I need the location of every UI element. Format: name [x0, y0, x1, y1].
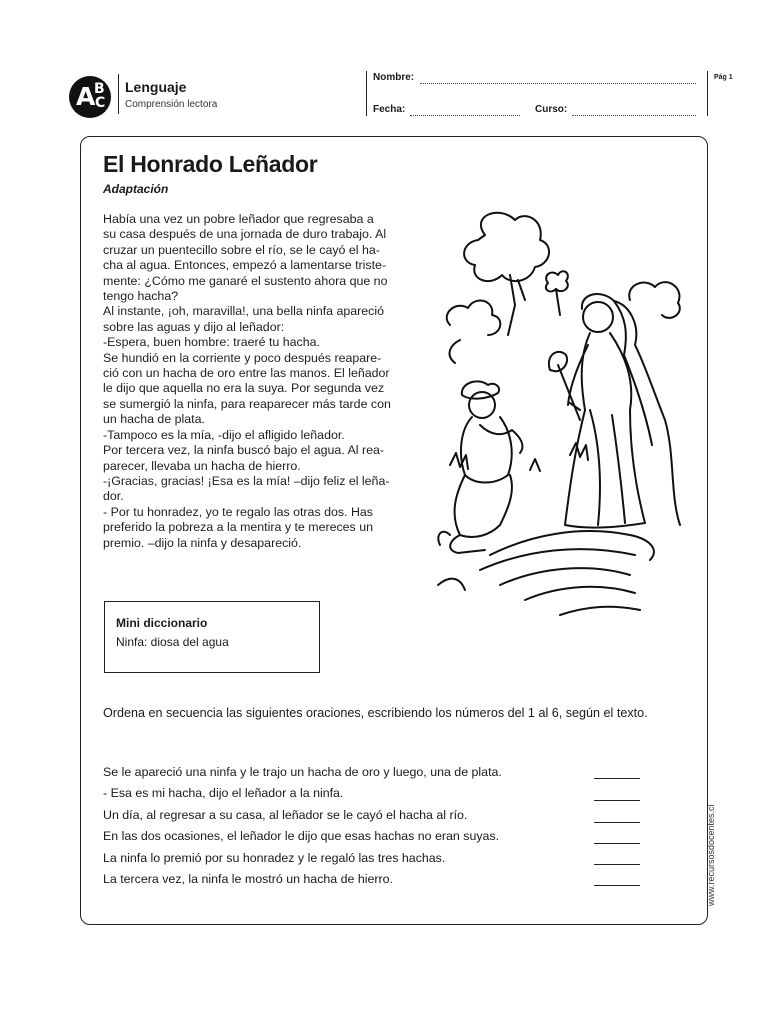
exercise-item: En las dos ocasiones, el leñador le dijo que esas hachas no eran suyas. [103, 829, 500, 843]
story-subtitle: Adaptación [103, 182, 169, 196]
story-line: tengo hacha? [103, 289, 179, 304]
story-line: - Por tu honradez, yo te regalo las otras dos. Has [103, 504, 373, 519]
page-number: Pág 1 [714, 74, 733, 81]
tree-canopy [464, 213, 549, 281]
woodcutter-legs [455, 475, 512, 537]
header-page-divider [707, 71, 708, 116]
curso-field[interactable] [572, 115, 696, 116]
story-line: mente: ¿Cómo me ganaré el sustento ahora que no [103, 273, 388, 288]
story-line: sobre las aguas y dijo al leñador: [103, 319, 285, 334]
bush [629, 282, 680, 318]
story-line: parecer, llevaba un hacha de hierro. [103, 458, 301, 473]
woodcutter-nymph-illustration [430, 205, 685, 625]
logo-letter-a: A [76, 82, 96, 111]
story-line: se sumergió la ninfa, para reaparecer más tarde con [103, 396, 391, 411]
answer-blank[interactable] [594, 800, 640, 801]
woodcutter-body [461, 417, 512, 483]
website-credit: www.recursosdocentes.cl [706, 804, 716, 906]
story-line: dor. [103, 489, 124, 504]
logo-letter-c: C [95, 95, 106, 111]
exercise-item: - Esa es mi hacha, dijo el leñador a la ninfa. [103, 786, 344, 800]
story-line: un hacha de plata. [103, 412, 205, 427]
story-line: cha al agua. Entonces, empezó a lamentarse triste- [103, 258, 387, 273]
subject-subtitle: Comprensión lectora [125, 99, 218, 110]
story-line: preferido la pobreza a la mentira y te mereces un [103, 520, 373, 535]
fecha-label: Fecha: [373, 104, 406, 115]
fecha-field[interactable] [410, 115, 520, 116]
story-text [103, 212, 423, 551]
story-line: -Tampoco es la mía, -dijo el afligido leñador. [103, 427, 345, 442]
story-line: Se hundió en la corriente y poco después reapare- [103, 350, 382, 365]
mini-dictionary-definition: Ninfa: diosa del agua [116, 635, 229, 649]
story-line: Había una vez un pobre leñador que regresaba a [103, 212, 374, 226]
exercise-item: Se le apareció una ninfa y le trajo un hacha de oro y luego, una de plata. [103, 765, 502, 779]
river [480, 531, 654, 615]
golden-axe [549, 352, 580, 420]
header-field-divider [366, 71, 367, 116]
answer-blank[interactable] [594, 822, 640, 823]
exercise-item: La tercera vez, la ninfa le mostró un hacha de hierro. [103, 872, 393, 886]
nymph-head [583, 302, 613, 332]
exercise-item: La ninfa lo premió por su honradez y le regaló las tres hachas. [103, 851, 446, 865]
story-title: El Honrado Leñador [103, 151, 318, 177]
story-line: ció con un hacha de oro entre las manos. El leñador [103, 366, 390, 381]
foliage [447, 301, 501, 363]
logo-letter-b: B [94, 81, 105, 97]
mini-dictionary-title: Mini diccionario [116, 616, 208, 630]
nymph-arm [568, 345, 588, 410]
header-divider [118, 74, 119, 114]
answer-blank[interactable] [594, 864, 640, 865]
answer-blank[interactable] [594, 778, 640, 779]
answer-blank[interactable] [594, 843, 640, 844]
nymph-dress [565, 333, 645, 528]
story-line: le dijo que aquella no era la suya. Por segunda vez [103, 381, 385, 396]
woodcutter-head [469, 392, 495, 418]
story-line: premio. –dijo la ninfa y desapareció. [103, 535, 302, 550]
story-line: -¡Gracias, gracias! ¡Esa es la mía! –dijo feliz el leña- [103, 473, 390, 488]
woodcutter-hat [462, 381, 499, 398]
story-line: cruzar un puentecillo sobre el río, se le cayó el ha- [103, 242, 380, 257]
nombre-label: Nombre: [373, 72, 415, 83]
tree-trunk [508, 275, 525, 335]
curso-label: Curso: [535, 104, 568, 115]
story-line: Al instante, ¡oh, maravilla!, una bella ninfa apareció [103, 304, 385, 319]
answer-blank[interactable] [594, 885, 640, 886]
flower [546, 271, 568, 291]
story-line: Por tercera vez, la ninfa buscó bajo el agua. Al rea- [103, 443, 385, 458]
nombre-field[interactable] [420, 83, 696, 84]
exercise-item: Un día, al regresar a su casa, al leñador se le cayó el hacha al río. [103, 808, 468, 822]
exercise-instruction: Ordena en secuencia las siguientes oraciones, escribiendo los números del 1 al 6, según el texto. [103, 706, 648, 720]
subject-title: Lenguaje [125, 79, 187, 95]
story-line: -Espera, buen hombre: traeré tu hacha. [103, 335, 320, 350]
story-line: su casa después de una jornada de duro trabajo. Al [103, 227, 387, 242]
grass [450, 443, 588, 471]
abc-logo-icon [69, 76, 111, 118]
